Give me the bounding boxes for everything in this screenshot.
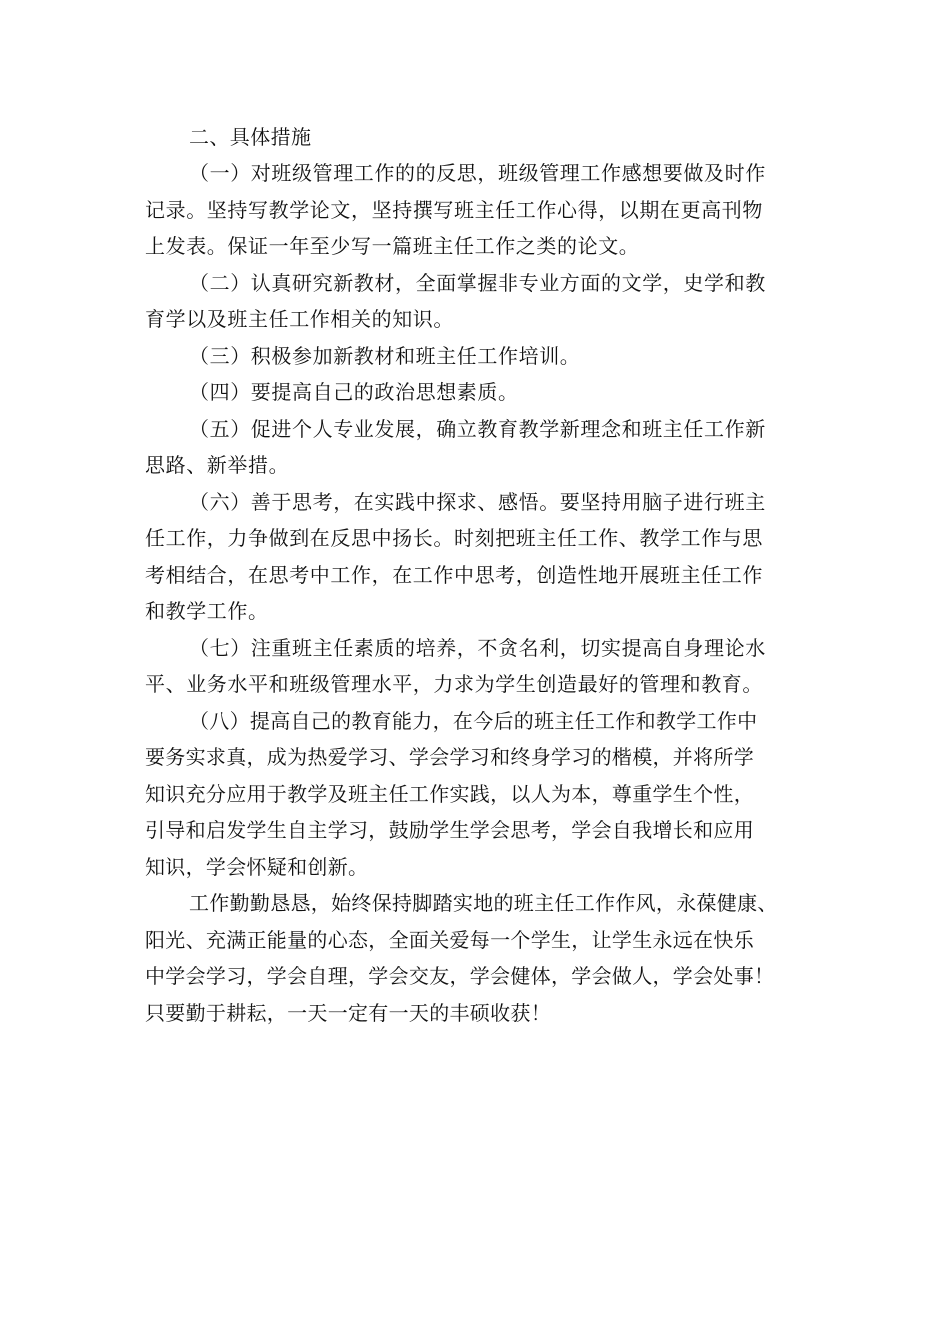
paragraph-line: 思路、新举措。 <box>145 453 290 477</box>
paragraph-line: （三）积极参加新教材和班主任工作培训。 <box>189 343 581 368</box>
body-paragraph <box>145 374 815 411</box>
paragraph-line: 引导和启发学生自主学习，鼓励学生学会思考，学会自我增长和应用 <box>145 818 754 842</box>
paragraph-line: （六）善于思考，在实践中探求、感悟。要坚持用脑子进行班主 <box>189 489 766 514</box>
body-paragraph <box>145 411 815 484</box>
paragraph-line: 记录。坚持写教学论文，坚持撰写班主任工作心得，以期在更高刊物 <box>145 197 763 222</box>
body-paragraph <box>145 484 815 630</box>
paragraph-line: 只要勤于耕耘，一天一定有一天的丰硕收获！ <box>145 1000 551 1025</box>
paragraph-line: 和教学工作。 <box>145 599 269 623</box>
section-heading: 二、具体措施 <box>189 125 312 149</box>
body-paragraph <box>145 885 815 1031</box>
paragraph-line: （四）要提高自己的政治思想素质。 <box>189 380 519 404</box>
paragraph-line: 知识充分应用于教学及班主任工作实践，以人为本，尊重学生个性， <box>145 781 754 806</box>
body-paragraph <box>145 155 815 265</box>
body-paragraph <box>145 265 815 338</box>
paragraph-line: 知识，学会怀疑和创新。 <box>145 854 369 879</box>
paragraph-line: 考相结合，在思考中工作，在工作中思考，创造性地开展班主任工作 <box>145 562 763 587</box>
paragraph-line: （七）注重班主任素质的培养，不贪名利，切实提高自身理论水 <box>189 635 766 660</box>
paragraph-line: （一）对班级管理工作的的反思，班级管理工作感想要做及时作 <box>189 161 766 185</box>
paragraph-line: 阳光、充满正能量的心态，全面关爱每一个学生，让学生永远在快乐 <box>145 927 754 952</box>
paragraph-list <box>145 155 815 1031</box>
paragraph-line: 平、业务水平和班级管理水平，力求为学生创造最好的管理和教育。 <box>145 672 763 696</box>
paragraph-line: （八）提高自己的教育能力，在今后的班主任工作和教学工作中 <box>189 708 758 733</box>
body-paragraph <box>145 703 815 886</box>
paragraph-line: 育学以及班主任工作相关的知识。 <box>145 307 454 331</box>
paragraph-line: 中学会学习，学会自理，学会交友，学会健体，学会做人，学会处事！ <box>145 964 775 988</box>
body-paragraph <box>145 630 815 703</box>
body-paragraph <box>145 338 815 375</box>
paragraph-line: 任工作，力争做到在反思中扬长。时刻把班主任工作、教学工作与思 <box>145 526 763 550</box>
document-body <box>145 119 815 1031</box>
paragraph-line: 上发表。保证一年至少写一篇班主任工作之类的论文。 <box>145 234 640 258</box>
paragraph-line: 要务实求真，成为热爱学习、学会学习和终身学习的楷模，并将所学 <box>145 745 754 769</box>
paragraph-line: 工作勤勤恳恳，始终保持脚踏实地的班主任工作作风，永葆健康、 <box>189 891 778 915</box>
paragraph-line: （五）促进个人专业发展，确立教育教学新理念和班主任工作新 <box>189 416 766 441</box>
paragraph-line: （二）认真研究新教材，全面掌握非专业方面的文学，史学和教 <box>189 270 766 295</box>
